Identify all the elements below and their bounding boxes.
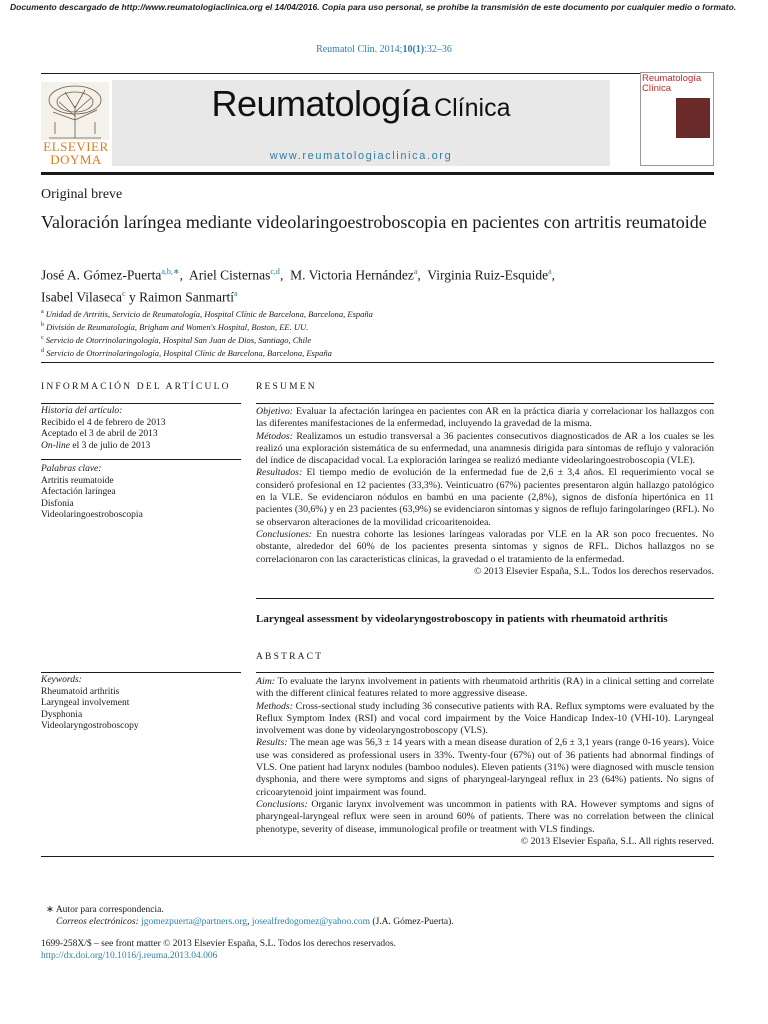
- abstract-methods: Methods: Cross-sectional study including 36 consecutive patients with RA. Reflux symptoms were evaluated by the Reflux Symptom Index (RSI) and vocal cord impairment by the Voice Handicap Index-10 (VHI-10). Laryngeal involvement was done by videolaryngostroboscopy (VLS).: [256, 700, 714, 737]
- footnote-text: Autor para correspondencia.: [53, 905, 164, 915]
- abstract-body: [256, 676, 714, 848]
- resumen-methods: Métodos: Realizamos un estudio transversal a 36 pacientes consecutivos diagnosticados de AR a los cuales se les realizó una exploración sistemática de su enfermedad, una anamnesis dirigida para síntomas de reflujo y valoración del índice de discapacidad vocal. La exploración laríngea se realizó mediante videolaringoestroboscopia (VLE).: [256, 430, 714, 467]
- article-history: [41, 406, 241, 452]
- publisher-name: [38, 140, 114, 166]
- keyword-item: Laryngeal involvement: [41, 698, 130, 708]
- info-rule: [41, 403, 241, 404]
- journal-url-link[interactable]: www.reumatologiaclinica.org: [269, 150, 453, 162]
- resumen-copyright: © 2013 Elsevier España, S.L. Todos los derechos reservados.: [473, 565, 714, 577]
- resumen-conclusions: Conclusiones: En nuestra cohorte las lesiones laríngeas valoradas por VLE en la AR son poco frecuentes. No obstante, alrededor del 60% de los pacientes presenta síntomas y signos de RFL. Dichos hallazgos no se correlacionaron con las características clínicas, la gravedad o el tratamiento de la enfermedad.: [256, 528, 714, 565]
- author-affil-link[interactable]: c,d: [270, 267, 280, 276]
- elsevier-tree-logo: [41, 82, 109, 140]
- article-title: Valoración laríngea mediante videolaringoestroboscopia en pacientes con artritis reumatoide: [41, 212, 707, 232]
- cover-image: [676, 98, 710, 138]
- author-name: José A. Gómez-Puerta: [41, 267, 162, 283]
- abstract-copyright: © 2013 Elsevier España, S.L. All rights reserved.: [520, 835, 714, 847]
- email-link-1[interactable]: jgomezpuerta@partners.org: [141, 917, 248, 927]
- email-tail: (J.A. Gómez-Puerta).: [370, 917, 454, 927]
- section-rule: [41, 362, 714, 363]
- keyword-item: Videolaryngostroboscopy: [41, 721, 139, 731]
- resumen-end-rule: [256, 598, 714, 599]
- keyword-item: Rheumatoid arthritis: [41, 686, 120, 697]
- affiliation-list: [41, 307, 721, 359]
- email-separator: ,: [247, 917, 252, 927]
- citation-prefix: Reumatol Clin. 2014;: [316, 44, 403, 55]
- citation[interactable]: [0, 44, 768, 55]
- author-name: Virginia Ruiz-Esquide: [427, 267, 549, 283]
- online-date: On-line el 3 de julio de 2013: [41, 440, 151, 451]
- resumen-results: Resultados: El tiempo medio de evolución de la enfermedad fue de 2,6 ± 3,4 años. El requerimiento vocal se consideró profesional en 12 pacientes (33,3%). Veinticuatro (67%) pacientes presentaron algún hallazgo patológico en la VLE. Se evidenciaron nódulos en bambú en una paciente (2,8%), signos de disfonía hipertónica en 11 pacientes (30,6%) y en 23 pacientes (63,9%) se evidenciaron síntomas y signos de reflujo faringolaríngeo (RFL). No se observaron alteraciones de la movilidad cricoaritenoidea.: [256, 467, 714, 528]
- resumen-body: [256, 406, 714, 578]
- citation-volume-issue: 10(1): [402, 44, 425, 55]
- info-rule: [41, 459, 241, 460]
- keywords-es-label: Palabras clave:: [41, 464, 102, 474]
- journal-title: [112, 80, 610, 125]
- email-link-2[interactable]: josealfredogomez@yahoo.com: [251, 917, 371, 927]
- author-affil-link[interactable]: a: [413, 267, 418, 276]
- history-label: Historia del artículo:: [41, 406, 123, 416]
- doi-link[interactable]: http://dx.doi.org/10.1016/j.reuma.2013.04.006: [41, 951, 218, 961]
- footnote-star: ∗: [46, 905, 54, 915]
- issn-line: 1699-258X/$ – see front matter © 2013 Elsevier España, S.L. Todos los derechos reservados.: [41, 939, 396, 949]
- header-rule: [41, 172, 714, 175]
- journal-name-sub: Clínica: [434, 94, 511, 122]
- english-title: Laryngeal assessment by videolaryngostroboscopy in patients with rheumatoid arthritis: [256, 613, 668, 625]
- abstract-results: Results: The mean age was 56,3 ± 14 years with a mean disease duration of 2,6 ± 3,1 years (range 0-16 years). Voice use was considered as professional users in 33%. Twenty-four (67%) out of 36 patients had abnormal findings of VLS. One patient had larynx nodules (bamboo nodules). Eleven patients (31%) were diagnosed with muscle tension dysphonia, and there were symptoms and signs of pharyngeal-laryngeal reflux in 23 (64%) patients. No signs of cricoarytenoid joint impairment was found.: [256, 737, 714, 798]
- cover-title-line2: Clínica: [642, 83, 672, 94]
- resumen-rule: [256, 403, 714, 404]
- keywords-en: [41, 675, 241, 733]
- keyword-item: Dysphonia: [41, 709, 83, 720]
- correspondence-footnote: [46, 904, 726, 928]
- article-type: Original breve: [41, 187, 123, 202]
- resumen-heading: RESUMEN: [256, 382, 317, 392]
- resumen-objective: Objetivo: Evaluar la afectación laríngea en pacientes con AR en la práctica diaria y correlacionar los hallazgos con las diferentes manifestaciones de la enfermedad, incluyendo la gravedad de la misma.: [256, 406, 714, 430]
- email-label: Correos electrónicos:: [56, 917, 139, 927]
- abstract-aim: Aim: To evaluate the larynx involvement in patients with rheumatoid arthritis (RA) in a clinical setting and correlate with the different clinical features related to more aggressive disease.: [256, 676, 714, 700]
- author-name: Isabel Vilaseca: [41, 289, 123, 304]
- keywords-es: [41, 464, 241, 522]
- affiliation-item: $^a$ Unidad de Artritis, Servicio de Reumatología, Hospital Clínic de Barcelona, Barcelona, España: [41, 308, 373, 319]
- affiliation-item: $^d$ Servicio de Otorrinolaringología, Hospital Clínic de Barcelona, Barcelona, España: [41, 347, 332, 358]
- keyword-item: Afectación laríngea: [41, 487, 116, 497]
- author-affil-link[interactable]: a: [548, 267, 552, 276]
- author-connector: y: [128, 289, 136, 304]
- author-affil-link[interactable]: a,b,∗: [161, 267, 180, 276]
- issn-block: [41, 938, 721, 962]
- bottom-rule: [41, 856, 714, 857]
- author-name: Raimon Sanmartí: [139, 289, 234, 304]
- keyword-item: Videolaringoestroboscopia: [41, 510, 143, 520]
- keywords-en-label: Keywords:: [41, 675, 82, 685]
- cover-title-line1: Reumatología: [642, 73, 702, 84]
- accepted-date: Aceptado el 3 de abril de 2013: [41, 429, 158, 439]
- abstract-rule: [256, 672, 714, 673]
- author-list: José A. Gómez-Puerta$^{a,b,∗}$, Ariel Cisternas$^{c,d}$, M. Victoria Hernández$^a$, Virginia Ruiz-Esquide$^a$, Isabel Vilaseca$^c$ y Raimon Sanmartí$^a$: [41, 267, 556, 304]
- download-note: Documento descargado de http://www.reumatologiaclinica.org el 14/04/2016. Copia para uso personal, se prohíbe la transmisión de este documento por cualquier medio o formato.: [10, 2, 737, 12]
- abstract-conclusions: Conclusions: Organic larynx involvement was uncommon in patients with RA. However symptoms and signs of pharyngeal-laryngeal reflux were seen in around 60% of patients. There was no correlation between the clinical phenotype, severity of disease, immunological profile or treatment with VLS findings.: [256, 798, 714, 835]
- article-info-heading: INFORMACIÓN DEL ARTÍCULO: [41, 382, 231, 392]
- top-rule: [41, 73, 714, 74]
- info-rule: [41, 672, 241, 673]
- affiliation-item: $^b$ División de Reumatología, Brigham and Women's Hospital, Boston, EE. UU.: [41, 321, 309, 332]
- keyword-item: Disfonía: [41, 498, 74, 509]
- author-affil-link[interactable]: a: [233, 288, 238, 298]
- keyword-item: Artritis reumatoide: [41, 475, 114, 486]
- journal-name-main: Reumatología: [211, 83, 430, 124]
- citation-pages: :32–36: [424, 44, 452, 55]
- publisher-line2: DOYMA: [50, 152, 102, 167]
- author-name: M. Victoria Hernández: [290, 267, 414, 283]
- received-date: Recibido el 4 de febrero de 2013: [41, 417, 166, 428]
- author-affil-link[interactable]: c: [122, 288, 126, 298]
- affiliation-item: $^c$ Servicio de Otorrinolaringología, Hospital San Juan de Dios, Santiago, Chile: [41, 334, 312, 345]
- cover-title: [642, 74, 712, 94]
- author-name: Ariel Cisternas: [189, 267, 271, 283]
- publisher-line1: ELSEVIER: [43, 139, 109, 154]
- abstract-heading: ABSTRACT: [256, 652, 324, 662]
